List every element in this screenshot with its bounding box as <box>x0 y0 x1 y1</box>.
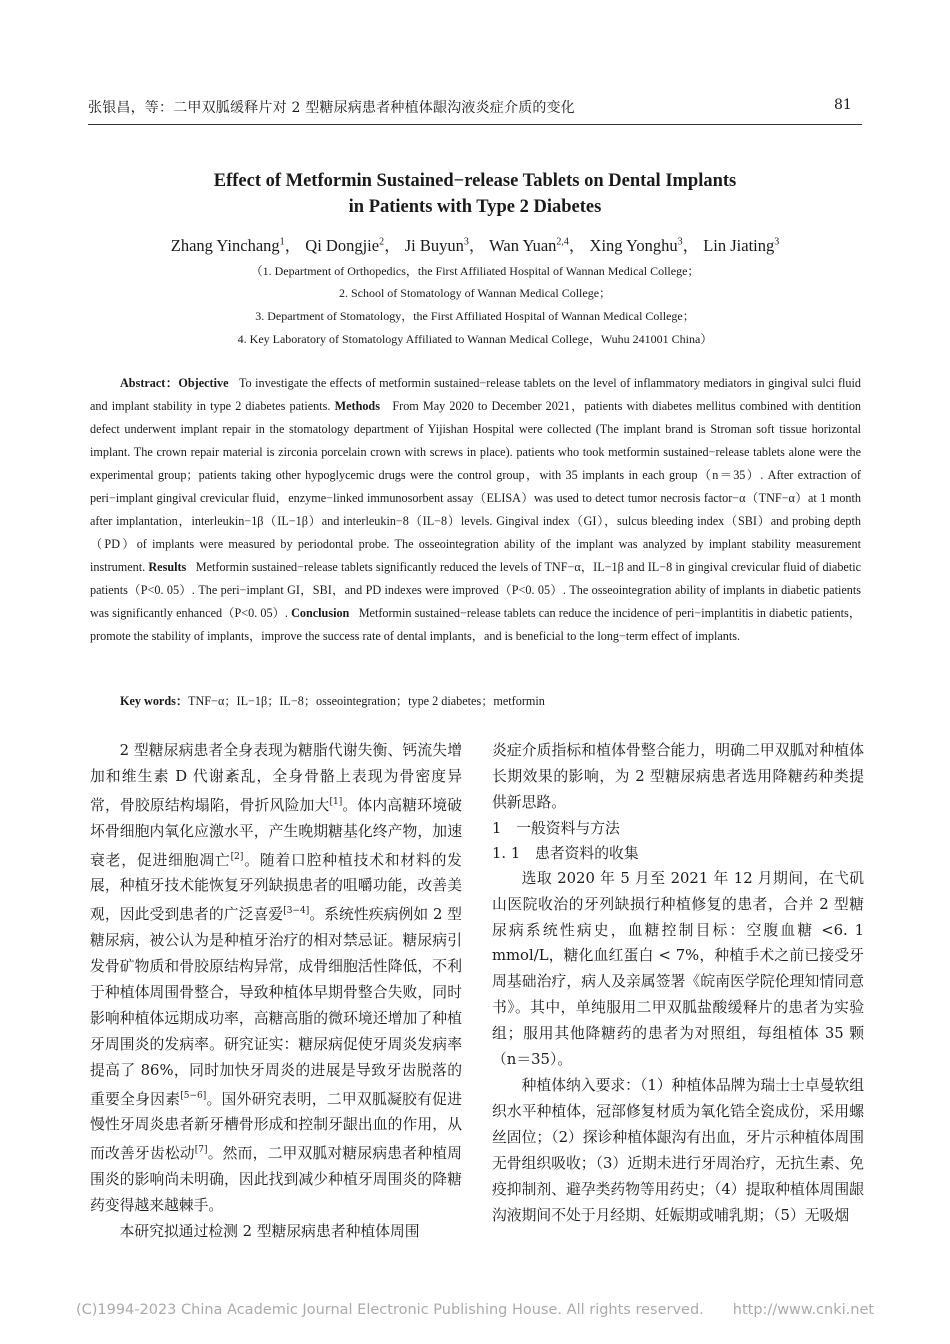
citation[interactable]: [7] <box>194 1145 208 1156</box>
running-head: 张银昌，等：二甲双胍缓释片对 2 型糖尿病患者种植体龈沟液炎症介质的变化 <box>88 100 576 116</box>
author: Xing Yonghu <box>589 236 678 255</box>
conclusion-text: Metformin sustained−release tablets can reduce the incidence of peri−implantitis in diabetic patients，promote the stability of implants，improve the success rate of dental implants，and is beneficial to the long−term effect of implants. <box>90 606 862 643</box>
results-text: Metformin sustained−release tablets significantly reduced the levels of TNF−α，IL−1β and IL−8 in gingival crevicular fluid of diabetic patients（P<0. 05）. The peri−implant GI，SBI，and PD indexes were improved（P<0. 05）. The osseointegration ability of implants in diabetic patients was significantly enhanced（P<0. 05）. <box>90 560 862 620</box>
paragraph: 种植体纳入要求：（1）种植体品牌为瑞士士卓曼软组织水平种植体，冠部修复材质为氧化锆全瓷成份，采用螺丝固位；（2）探诊种植体龈沟有出血，牙片示种植体周围无骨组织吸收；（3）近期未进行牙周治疗，无抗生素、免疫抑制剂、避孕类药物等用药史；（4）提取种植体周围龈沟液期间不处于月经期、妊娠期或哺乳期；（5）无吸烟 <box>492 1076 864 1224</box>
results-label: Results <box>148 560 187 574</box>
title-line-1: Effect of Metformin Sustained−release Tablets on Dental Implants <box>213 171 737 191</box>
methods-label: Methods <box>334 399 380 413</box>
author: Lin Jiating <box>703 236 775 255</box>
affiliation-2: 2. School of Stomatology of Wannan Medical College； <box>338 286 612 300</box>
methods-text: From May 2020 to December 2021，patients with diabetes mellitus combined with dentition defect underwent implant repair in the stomatology department of Yijishan Hospital were collected (The implant brand is Stroman soft tissue horizontal implant. The crown repair material is zirconia porcelain crown with screws in place). patients who took metformin sustained−release tablets alone were the experimental group；patients taking other hypoglycemic drugs were the control group，with 35 implants in each group（n＝35）. After extraction of peri−implant gingival crevicular fluid，enzyme−linked immunosorbent assay（ELISA）was used to detect tumor necrosis factor−α（TNF−α）at 1 month after implantation，interleukin−1β（IL−1β）and interleukin−8（IL−8）levels. Gingival index（GI），sulcus bleeding index（SBI）and probing depth（PD）of implants were measured by periodontal probe. The osseointegration ability of the implant was analyzed by implant stability measurement instrument. <box>90 399 862 574</box>
text-run: 。国外研究表明，二甲双胍凝胶有促进慢性牙周炎患者新牙槽骨形成和控制牙龈出血的作用，从而改善牙齿松动 <box>90 1090 462 1163</box>
author-sup: 2 <box>379 236 385 248</box>
affiliation-1: （1. Department of Orthopedics，the First Affiliated Hospital of Wannan Medical College； <box>250 264 700 278</box>
section-heading: 1 一般资料与方法 <box>492 819 620 837</box>
paragraph: 炎症介质指标和植体骨整合能力，明确二甲双胍对种植体长期效果的影响，为 2 型糖尿病患者选用降糖药种类提供新思路。 <box>492 742 864 811</box>
author-sup: 1 <box>279 236 285 248</box>
objective-text: To investigate the effects of metformin sustained−release tablets on the level of inflammatory mediators in gingival sulci fluid and implant stability in type 2 diabetes patients. <box>90 376 862 413</box>
body-right-column <box>492 738 864 1228</box>
conclusion-label: Conclusion <box>291 606 350 620</box>
text-run: 。系统性疾病例如 2 型糖尿病，被公认为是种植牙治疗的相对禁忌证。糖尿病引发骨矿物质和骨胶原结构异常，成骨细胞活性降低，不利于种植体周围骨整合，导致种植体早期骨整合失败，同时影响种植体远期成功率，高糖高脂的微环境还增加了种植牙周围炎的发病率。研究证实：糖尿病促使牙周炎发病率提高了 86%，同时加快牙周炎的进展是导致牙齿脱落的重要全身因素 <box>90 906 462 1108</box>
affiliation-4: 4. Key Laboratory of Stomatology Affiliated to Wannan Medical College，Wuhu 241001 China） <box>237 332 713 346</box>
paragraph: 本研究拟通过检测 2 型糖尿病患者种植体周围 <box>119 1222 420 1240</box>
paragraph <box>90 738 462 1219</box>
author: Wan Yuan <box>489 236 557 255</box>
affiliation-3: 3. Department of Stomatology，the First Affiliated Hospital of Wannan Medical College； <box>255 309 695 323</box>
objective-label: Objective <box>178 376 229 390</box>
paragraph: 选取 2020 年 5 月至 2021 年 12 月期间，在弋矶山医院收治的牙列缺损行种植修复的患者，合并 2 型糖尿病系统性病史，血糖控制目标：空腹血糖 <6. 1 mmol/L，糖化血红蛋白 < 7%，种植手术之前已接受牙周基础治疗，病人及亲属签署《皖南医学院伦理知情同意书》。其中，单纯服用二甲双胍盐酸缓释片的患者为实验组；服用其他降糖药的患者为对照组，每组植体 35 颗（n＝35）。 <box>492 869 864 1069</box>
citation[interactable]: [5−6] <box>180 1090 207 1101</box>
keywords-label: Key words： <box>120 694 189 708</box>
citation[interactable]: [2] <box>230 851 244 862</box>
body-left-column <box>90 738 462 1245</box>
text-run: 。然而，二甲双胍对糖尿病患者种植周围炎的影响尚未明确，因此找到减少种植牙周围炎的降糖药变得越来越棘手。 <box>90 1145 462 1215</box>
copyright-footer: (C)1994-2023 China Academic Journal Electronic Publishing House. All rights reserved. http://www.cnki.net <box>75 1302 875 1318</box>
author: Qi Dongjie <box>305 236 380 255</box>
author-sup: 3 <box>677 236 683 248</box>
title-line-2: in Patients with Type 2 Diabetes <box>348 197 602 217</box>
text-run: 。体内高糖环境破坏骨细胞内氧化应激水平，产生晚期糖基化终产物，加速衰老，促进细胞凋亡 <box>90 796 462 869</box>
author: Zhang Yinchang <box>170 236 280 255</box>
author-sup: 3 <box>463 236 469 248</box>
citation[interactable]: [1] <box>329 796 343 807</box>
author-sup: 3 <box>774 236 780 248</box>
text-run: 。随着口腔种植技术和材料的发展，种植牙技术能恢复牙列缺损患者的咀嚼功能，改善美观，因此受到患者的广泛喜爱 <box>90 851 462 924</box>
abstract <box>90 372 861 648</box>
citation[interactable]: [3−4] <box>283 906 310 917</box>
abstract-label: Abstract： <box>120 376 179 390</box>
author-sup: 2,4 <box>556 236 569 248</box>
keywords <box>120 692 545 709</box>
keywords-text: TNF−α；IL−1β；IL−8；osseointegration；type 2 diabetes；metformin <box>188 694 545 708</box>
subsection-heading: 1. 1 患者资料的收集 <box>492 844 639 862</box>
header-rule <box>88 124 862 125</box>
author-list: Zhang Yinchang$^1$， Qi Dongjie$^2$， Ji Buyun$^3$， Wan Yuan$^{2,4}$， Xing Yonghu$^3$， Lin Jiating$^3$ <box>170 236 780 255</box>
text-run: 2 型糖尿病患者全身表现为糖脂代谢失衡、钙流失增加和维生素 D 代谢紊乱，全身骨骼上表现为骨密度异常，骨胶原结构塌陷，骨折风险加大 <box>90 742 462 814</box>
author: Ji Buyun <box>404 236 464 255</box>
page-number: 81 <box>834 97 852 113</box>
